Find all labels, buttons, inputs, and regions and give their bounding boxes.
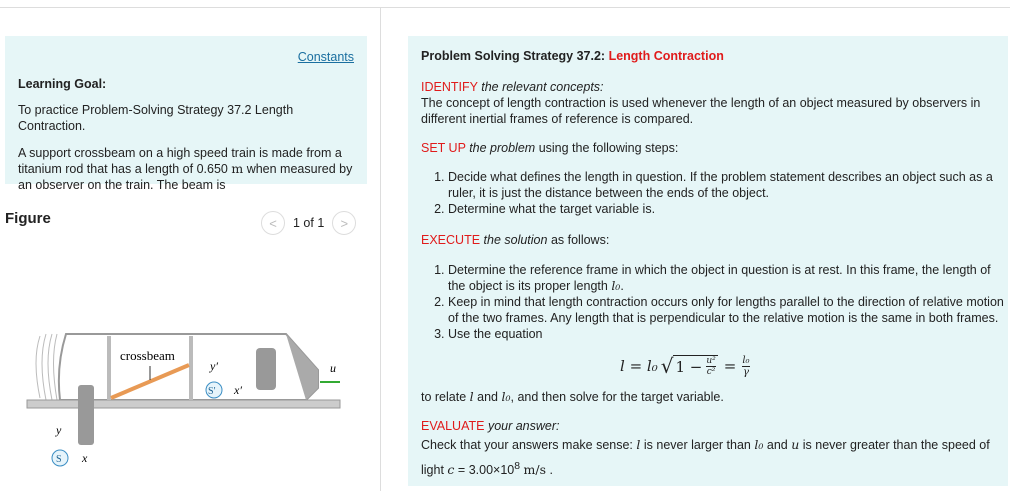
identify-keyword: IDENTIFY [421, 80, 478, 94]
pager-text: 1 of 1 [293, 216, 325, 230]
execute-step: 3. Use the equation [448, 326, 1008, 342]
learning-goal-heading: Learning Goal: [18, 77, 107, 91]
evaluate-keyword: EVALUATE [421, 419, 485, 433]
identify-rest: the relevant concepts: [481, 80, 604, 94]
crossbeam-label: crossbeam [120, 348, 175, 363]
eq-fraction2 [742, 355, 749, 378]
eq-fraction [706, 356, 715, 377]
observer [78, 385, 94, 445]
evaluate-text [421, 434, 991, 481]
t: is never greater than the [802, 438, 939, 452]
setup-steps [408, 169, 1008, 217]
s-prime-label: S′ [208, 386, 216, 397]
top-divider [0, 7, 1010, 8]
setup-step: 1. Decide what defines the length in question. If the problem statement describes an object such as a ruler, it is just the distance between the ends of the object. [448, 169, 1008, 201]
eq-num2: l₀ [742, 354, 750, 366]
strategy-title [421, 48, 724, 64]
setup-rest: using the following steps: [538, 141, 679, 155]
execute-keyword: EXECUTE [421, 233, 481, 247]
constants-link[interactable]: Constants [297, 50, 354, 64]
y-prime-label: y′ [210, 359, 218, 373]
setup-heading [421, 140, 678, 156]
identify-text: The concept of length contraction is used whenever the length of an object measured by observers in different inertial frames of reference is compared. [421, 96, 981, 126]
eq-num: u² [706, 356, 716, 366]
problem-text-a: A support crossbeam on a high speed train is made from a titanium rod that has a length of 0.650 [18, 146, 342, 176]
t: Check that your answers make sense: [421, 438, 633, 452]
execute-step: 1. Determine the reference frame in which the object in question is at rest. In this frame, the length of the object is its proper length l₀. [448, 262, 1008, 294]
title-prefix: Problem Solving Strategy 37.2: [421, 49, 606, 63]
length-contraction-equation [620, 354, 750, 378]
x-prime-label: x′ [234, 383, 242, 397]
identify-heading [421, 79, 604, 95]
unit: m [231, 161, 244, 176]
eq-den2: γ [742, 366, 749, 378]
problem-text-b: when measured by an observer on the train. The beam is [18, 162, 353, 192]
u-label: u [330, 361, 336, 375]
execute-heading [421, 232, 609, 248]
figure-heading: Figure [5, 210, 51, 227]
l0-symbol: l₀ [501, 389, 511, 404]
next-figure-button[interactable]: > [332, 211, 356, 235]
x-label: x [82, 451, 88, 465]
sqrt-icon: √ [660, 354, 674, 378]
pillar [107, 336, 111, 400]
relate-text [421, 389, 724, 405]
execute-step: 2. Keep in mind that length contraction occurs only for lengths parallel to the direction of relative motion of the two frames. Any length that is perpendicular to the relative motion is the same in both frames. [448, 294, 1008, 326]
eq-equals: = [723, 357, 737, 375]
u-symbol: u [791, 437, 800, 452]
l0-symbol: l₀ [611, 278, 621, 293]
strategy-panel [408, 36, 1008, 486]
l-symbol: l [469, 389, 474, 404]
execute-steps [408, 262, 1008, 342]
motion-lines [36, 334, 57, 400]
evaluate-heading [421, 418, 560, 434]
t: and [766, 438, 788, 452]
t: and [477, 390, 498, 404]
y-label: y [56, 423, 62, 437]
setup-italic: the problem [469, 141, 536, 155]
t: , and then solve for the target variable. [510, 390, 724, 404]
intro-panel [5, 36, 367, 192]
speed-value: = 3.00×10 [457, 463, 515, 478]
t: . [549, 463, 553, 478]
problem-text [18, 145, 358, 193]
evaluate-rest: your answer: [487, 419, 560, 433]
exponent: 8 [514, 461, 521, 472]
t: speed of light [421, 438, 990, 478]
l-symbol: l [636, 437, 641, 452]
eq-den: c² [706, 367, 716, 377]
title-topic: Length Contraction [608, 49, 724, 63]
figure-pager [261, 211, 356, 235]
setup-keyword: SET UP [421, 141, 466, 155]
l0-symbol: l₀ [754, 437, 764, 452]
t: is never larger than [643, 438, 751, 452]
s-label: S [56, 454, 62, 465]
execute-rest: as follows: [550, 233, 610, 247]
goal-text: To practice Problem-Solving Strategy 37.2 Length Contraction. [18, 103, 294, 133]
unit: m/s [523, 462, 546, 478]
execute-italic: the solution [483, 233, 548, 247]
panel-divider [380, 8, 381, 491]
eq-radicand: 1 − [675, 357, 703, 376]
t: to relate [421, 390, 467, 404]
setup-step: 2. Determine what the target variable is. [448, 201, 1008, 217]
train-figure [0, 320, 380, 490]
track [27, 400, 340, 408]
step-text: Determine the reference frame in which the object in question is at rest. In this frame, the length of the object is its proper length [448, 263, 991, 293]
passenger [256, 348, 276, 390]
c-symbol: c [447, 462, 455, 478]
pillar [189, 336, 193, 400]
prev-figure-button[interactable]: < [261, 211, 285, 235]
eq-lhs: l = l₀ [620, 357, 658, 375]
